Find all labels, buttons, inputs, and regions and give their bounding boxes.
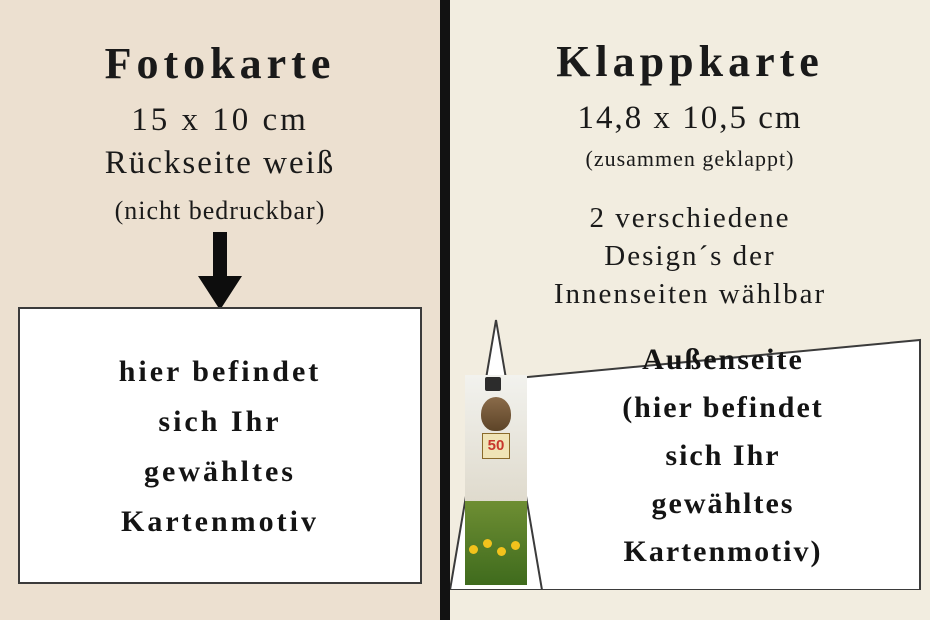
fotokarte-preview-card (18, 307, 422, 584)
klappkarte-designs-line-3: Innenseiten wählbar (553, 278, 827, 310)
fotokarte-not-printable-note: (nicht bedruckbar) (114, 196, 326, 225)
fotokarte-size: 15 x 10 cm (131, 102, 309, 138)
fotokarte-panel (0, 0, 440, 620)
fotokarte-preview-text (20, 347, 420, 547)
klappkarte-folded-note: (zusammen geklappt) (585, 146, 795, 171)
klappkarte-preview-line-5: Kartenmotiv) (623, 535, 823, 568)
klappkarte-preview-line-2: (hier befindet (622, 391, 824, 424)
klappkarte-designs-line-1: 2 verschiedene (589, 202, 791, 234)
panel-divider (440, 0, 450, 620)
flower-icon (511, 541, 520, 550)
flower-icon (497, 547, 506, 556)
fotokarte-title: Fotokarte (104, 39, 336, 88)
photo-flowers (465, 537, 527, 563)
down-arrow-icon (196, 232, 244, 310)
flower-icon (469, 545, 478, 554)
klappkarte-preview-line-1: Außenseite (642, 343, 804, 376)
balloon-envelope (481, 397, 511, 431)
fotokarte-preview-line-3: gewähltes (144, 455, 296, 488)
klappkarte-preview-line-3: sich Ihr (665, 439, 781, 472)
klappkarte-designs-line-2: Design´s der (604, 240, 776, 272)
fotokarte-preview-line-1: hier befindet (118, 355, 322, 388)
klappkarte-preview-card (450, 300, 930, 590)
klappkarte-size: 14,8 x 10,5 cm (577, 100, 803, 136)
klappkarte-preview-text (528, 336, 918, 576)
lantern-icon (485, 377, 501, 391)
flower-icon (483, 539, 492, 548)
fotokarte-backside-note: Rückseite weiß (104, 145, 336, 181)
balloon-basket-number: 50 (482, 433, 510, 459)
fotokarte-preview-line-2: sich Ihr (158, 405, 282, 438)
klappkarte-preview-line-4: gewähltes (651, 487, 795, 520)
hot-air-balloon-photo (465, 375, 527, 585)
klappkarte-title: Klappkarte (556, 37, 824, 86)
klappkarte-panel (450, 0, 930, 620)
fotokarte-preview-line-4: Kartenmotiv (121, 505, 319, 538)
